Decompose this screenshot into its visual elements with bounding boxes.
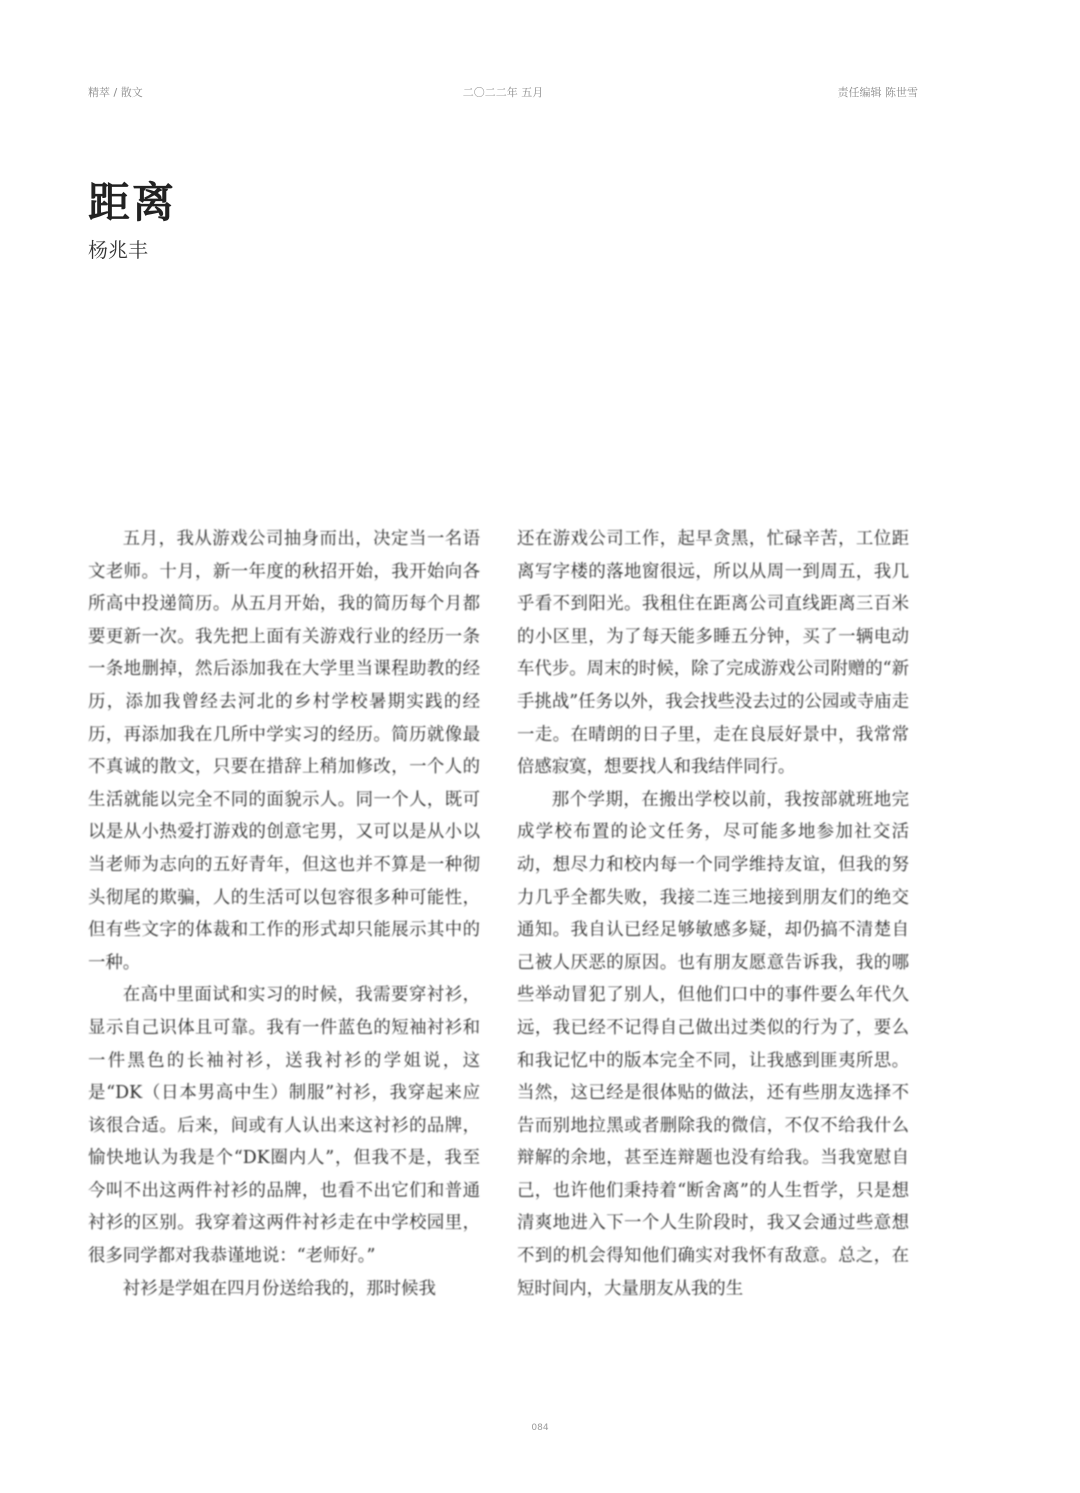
article-author: 杨兆丰 — [88, 238, 148, 262]
page-number: 084 — [531, 1423, 549, 1433]
section-label: 精萃 / 散文 — [88, 86, 143, 99]
paragraph: 还在游戏公司工作，起早贪黑，忙碌辛苦，工位距离写字楼的落地窗很远，所以从周一到周五，我几乎看不到阳光。我租住在距离公司直线距离三百米的小区里，为了每天能多睡五分钟，买了一辆电动车代步。周末的时候，除了完成游戏公司附赠的“新手挑战”任务以外，我会找些没去过的公园或寺庙走一走。在晴朗的日子里，走在良辰好景中，我常常倍感寂寞，想要找人和我结伴同行。 — [517, 529, 909, 778]
article-title: 距离 — [88, 178, 177, 227]
text-column-right — [517, 523, 909, 1305]
paragraph: 那个学期，在搬出学校以前，我按部就班地完成学校布置的论文任务，尽可能多地参加社交活动，想尽力和校内每一个同学维持友谊，但我的努力几乎全都失败，我接二连三地接到朋友们的绝交通知。我自认已经足够敏感多疑，却仍搞不清楚自己被人厌恶的原因。也有朋友愿意告诉我，我的哪些举动冒犯了别人，但他们口中的事件要么年代久远，我已经不记得自己做出过类似的行为了，要么和我记忆中的版本完全不同，让我感到匪夷所思。当然，这已经是很体贴的做法，还有些朋友选择不告而别地拉黑或者删除我的微信，不仅不给我什么辩解的余地，甚至连辩题也没有给我。当我宽慰自己，也许他们秉持着“断舍离”的人生哲学，只是想清爽地进入下一个人生阶段时，我又会通过些意想不到的机会得知他们确实对我怀有敌意。总之，在短时间内，大量朋友从我的生 — [517, 789, 909, 1299]
editor-credit: 责任编辑 陈世雪 — [837, 86, 918, 99]
article-body — [88, 523, 920, 1373]
paragraph: 衬衫是学姐在四月份送给我的，那时候我 — [122, 1278, 436, 1299]
paragraph: 五月，我从游戏公司抽身而出，决定当一名语文老师。十月，新一年度的秋招开始，我开始向各所高中投递简历。从五月开始，我的简历每个月都要更新一次。我先把上面有关游戏行业的经历一条一条地删掉，然后添加我在大学里当课程助教的经历，添加我曾经去河北的乡村学校暑期实践的经历，再添加我在几所中学实习的经历。简历就像最不真诚的散文，只要在措辞上稍加修改，一个人的生活就能以完全不同的面貌示人。同一个人，既可以是从小热爱打游戏的创意宅男，又可以是从小以当老师为志向的五好青年，但这也并不算是一种彻头彻尾的欺骗，人的生活可以包容很多种可能性，但有些文字的体裁和工作的形式却只能展示其中的一种。 — [88, 529, 480, 973]
issue-date: 二〇二二年 五月 — [462, 86, 544, 99]
running-header — [88, 84, 918, 100]
text-column-left — [88, 523, 480, 1305]
paragraph: 在高中里面试和实习的时候，我需要穿衬衫，显示自己识体且可靠。我有一件蓝色的短袖衬衫和一件黑色的长袖衬衫，送我衬衫的学姐说，这是“DK（日本男高中生）制服”衬衫，我穿起来应该很合适。后来，间或有人认出来这衬衫的品牌，愉快地认为我是个“DK圈内人”，但我不是，我至今叫不出这两件衬衫的品牌，也看不出它们和普通衬衫的区别。我穿着这两件衬衫走在中学校园里，很多同学都对我恭谨地说：“老师好。” — [88, 985, 480, 1267]
